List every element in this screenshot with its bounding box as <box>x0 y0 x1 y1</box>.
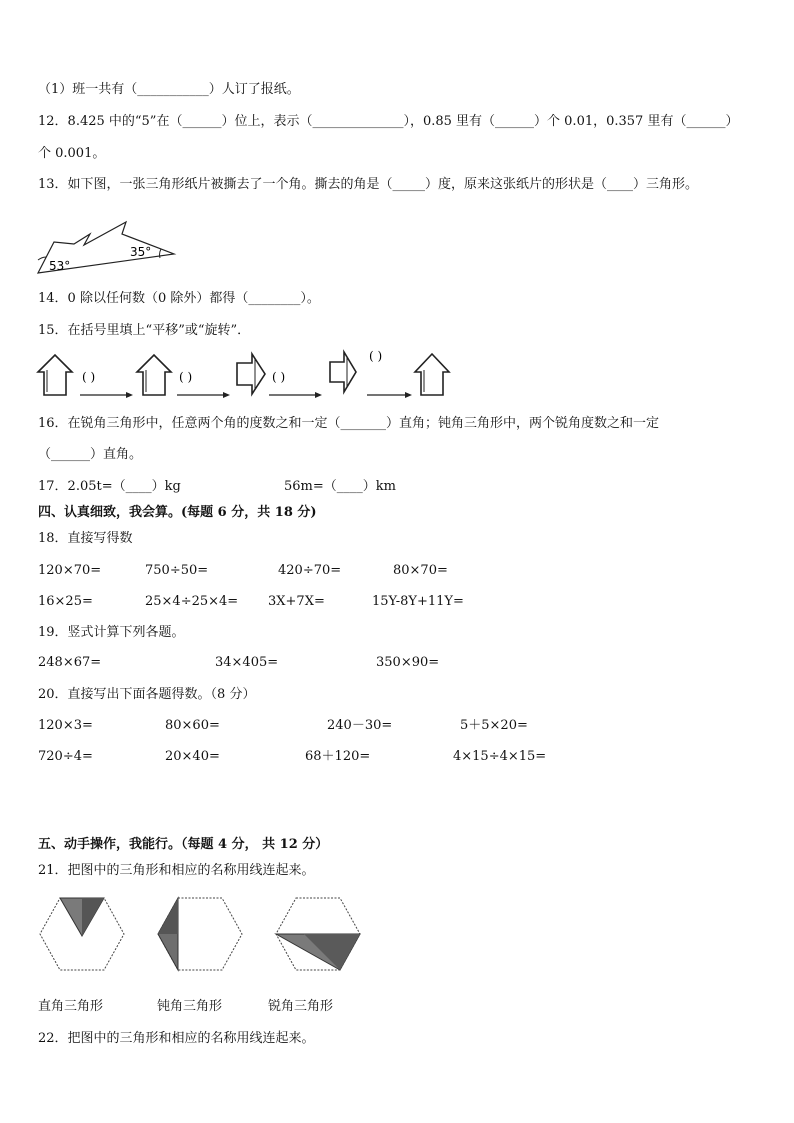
hexagon-1-figure <box>38 896 126 974</box>
q20-r2c2: 20×40= <box>165 749 220 764</box>
q18-r1c3: 420÷70= <box>278 563 342 578</box>
q19-item1: 248×67= <box>38 655 102 670</box>
blank-4: ( ) <box>369 349 383 363</box>
q20-r2c3: 68＋120= <box>305 749 371 764</box>
q20-r1c3: 240－30= <box>327 718 393 733</box>
q19-item2: 34×405= <box>215 655 279 670</box>
q20-r1c2: 80×60= <box>165 718 220 733</box>
q12-line1: 12．8.425 中的“5”在（______）位上，表示（______________），0.85 里有（______）个 0.01，0.357 里有（______） <box>38 114 739 129</box>
q18-r2c3: 3X+7X= <box>268 594 325 609</box>
blank-2: ( ) <box>179 370 193 384</box>
q14-text: 14．0 除以任何数（0 除外）都得（________）。 <box>38 291 320 306</box>
blank-3: ( ) <box>272 370 286 384</box>
arrow-head-2 <box>223 392 230 398</box>
q20-r2c1: 720÷4= <box>38 749 93 764</box>
arrow-head-3 <box>315 392 322 398</box>
blank-1: ( ) <box>82 370 96 384</box>
q18-title: 18．直接写得数 <box>38 531 133 546</box>
q18-r1c2: 750÷50= <box>145 563 209 578</box>
up-arrow-shape-1 <box>38 355 72 395</box>
q18-r2c2: 25×4÷25×4= <box>145 594 239 609</box>
q20-r1c4: 5＋5×20= <box>460 718 528 733</box>
q21-label-obtuse-triangle: 钝角三角形 <box>157 999 223 1014</box>
section5-title: 五、动手操作，我能行。（每题 4 分， 共 12 分） <box>38 837 329 852</box>
right-arrow-shape-1 <box>237 354 265 394</box>
q18-r1c4: 80×70= <box>393 563 448 578</box>
q18-r2c1: 16×25= <box>38 594 93 609</box>
q16-line2: （______）直角。 <box>38 447 143 462</box>
q11-text: （1）班一共有（___________）人订了报纸。 <box>38 82 300 97</box>
q20-title: 20．直接写出下面各题得数。（8 分） <box>38 687 256 702</box>
q16-line1: 16．在锐角三角形中，任意两个角的度数之和一定（_______）直角；钝角三角形中，两个锐角度数之和一定 <box>38 416 660 431</box>
q13-text: 13．如下图，一张三角形纸片被撕去了一个角。撕去的角是（_____）度，原来这张纸片的形状是（____）三角形。 <box>38 177 699 192</box>
q15-text: 15．在括号里填上“平移”或“旋转”． <box>38 323 251 338</box>
q22-title: 22．把图中的三角形和相应的名称用线连起来。 <box>38 1031 315 1046</box>
q21-label-right-triangle: 直角三角形 <box>38 999 104 1014</box>
up-arrow-shape-3 <box>415 354 449 395</box>
angle-label-left: 53° <box>49 259 71 273</box>
q21-label-acute-triangle: 锐角三角形 <box>268 999 334 1014</box>
angle-label-right: 35° <box>130 245 152 259</box>
q20-r1c1: 120×3= <box>38 718 93 733</box>
arrow-head-4 <box>405 392 412 398</box>
up-arrow-shape-2 <box>137 355 171 395</box>
q18-r2c4: 15Y-8Y+11Y= <box>372 594 464 609</box>
arrow-head-1 <box>126 392 133 398</box>
hexagon-3-figure <box>274 896 362 974</box>
q19-item3: 350×90= <box>376 655 440 670</box>
q18-r1c1: 120×70= <box>38 563 102 578</box>
q21-title: 21．把图中的三角形和相应的名称用线连起来。 <box>38 863 315 878</box>
section4-title: 四、认真细致，我会算。(每题 6 分，共 18 分) <box>38 505 317 520</box>
hexagon-2-figure <box>156 896 244 974</box>
q17-part2: 56m=（____）km <box>284 479 396 494</box>
transform-sequence-figure <box>36 346 456 398</box>
right-arrow-shape-2 <box>330 352 356 392</box>
q19-title: 19．竖式计算下列各题。 <box>38 625 185 640</box>
q17-part1: 17．2.05t=（____）kg <box>38 479 181 494</box>
q12-line2: 个 0.001。 <box>38 146 106 161</box>
q20-r2c4: 4×15÷4×15= <box>453 749 547 764</box>
torn-triangle-figure <box>34 218 179 278</box>
